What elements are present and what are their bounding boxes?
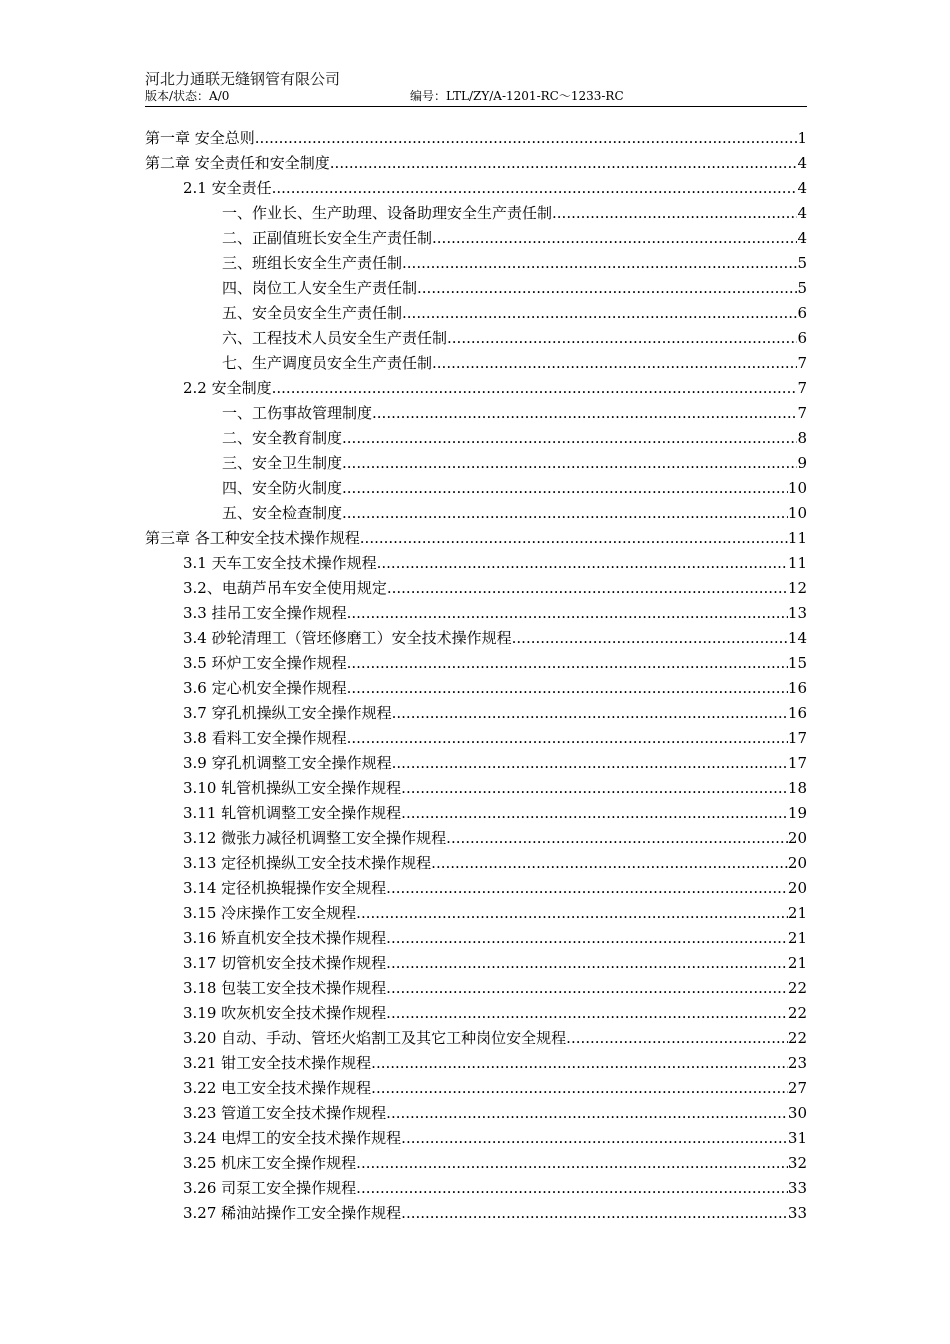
toc-dot-leader <box>347 726 788 751</box>
toc-entry-page-number: 5 <box>797 279 807 297</box>
toc-entry-title: 三、班组长安全生产责任制 <box>222 254 403 272</box>
toc-dot-leader <box>402 301 797 326</box>
toc-dot-leader <box>417 276 797 301</box>
toc-entry-page-number: 4 <box>797 154 807 172</box>
toc-dot-leader <box>447 326 797 351</box>
toc-entry[interactable] <box>145 826 807 851</box>
toc-entry-page-number: 7 <box>797 404 807 422</box>
toc-entry[interactable] <box>145 1076 807 1101</box>
toc-dot-leader <box>347 601 788 626</box>
toc-entry-page-number: 6 <box>797 329 807 347</box>
toc-entry-title: 七、生产调度员安全生产责任制 <box>222 354 433 372</box>
toc-dot-leader <box>386 926 788 951</box>
toc-entry[interactable] <box>145 176 807 201</box>
toc-entry[interactable] <box>145 626 807 651</box>
toc-entry-title: 四、岗位工人安全生产责任制 <box>222 279 418 297</box>
document-code: 编号：LTL/ZY/A-1201-RC～1233-RC <box>410 89 624 103</box>
toc-entry[interactable] <box>145 926 807 951</box>
toc-dot-leader <box>347 651 788 676</box>
toc-entry-page-number: 33 <box>787 1204 807 1222</box>
toc-entry-page-number: 7 <box>797 354 807 372</box>
toc-entry[interactable] <box>145 551 807 576</box>
toc-entry-title: 3.7 穿孔机操纵工安全操作规程 <box>183 704 392 722</box>
toc-entry-page-number: 22 <box>787 1004 807 1022</box>
toc-entry-page-number: 27 <box>787 1079 807 1097</box>
header-meta-row <box>145 88 807 105</box>
toc-entry[interactable] <box>145 201 807 226</box>
toc-entry-title: 3.27 稀油站操作工安全操作规程 <box>183 1204 402 1222</box>
toc-entry-page-number: 16 <box>787 704 807 722</box>
toc-entry[interactable] <box>145 1201 807 1226</box>
toc-entry-page-number: 32 <box>787 1154 807 1172</box>
toc-dot-leader <box>372 401 797 426</box>
toc-entry[interactable] <box>145 976 807 1001</box>
toc-entry-title: 三、安全卫生制度 <box>222 454 343 472</box>
toc-entry-title: 3.6 定心机安全操作规程 <box>183 679 347 697</box>
toc-entry-title: 二、安全教育制度 <box>222 429 343 447</box>
toc-dot-leader <box>342 476 788 501</box>
toc-dot-leader <box>401 1201 788 1226</box>
toc-entry-page-number: 17 <box>787 754 807 772</box>
toc-entry-page-number: 14 <box>787 629 807 647</box>
toc-dot-leader <box>402 251 797 276</box>
toc-entry[interactable] <box>145 476 807 501</box>
toc-dot-leader <box>552 201 797 226</box>
toc-dot-leader <box>356 1151 788 1176</box>
toc-entry-title: 二、正副值班长安全生产责任制 <box>222 229 433 247</box>
toc-entry-page-number: 31 <box>787 1129 807 1147</box>
toc-entry[interactable] <box>145 726 807 751</box>
toc-dot-leader <box>255 126 798 151</box>
toc-dot-leader <box>392 701 788 726</box>
toc-entry[interactable] <box>145 1101 807 1126</box>
toc-entry-title: 五、安全员安全生产责任制 <box>222 304 403 322</box>
toc-dot-leader <box>347 676 788 701</box>
toc-entry-page-number: 11 <box>787 529 807 547</box>
toc-entry-page-number: 21 <box>787 954 807 972</box>
toc-entry-page-number: 6 <box>797 304 807 322</box>
toc-dot-leader <box>330 151 798 176</box>
toc-entry-title: 第二章 安全责任和安全制度 <box>145 154 330 172</box>
toc-entry-page-number: 21 <box>787 929 807 947</box>
toc-entry-page-number: 4 <box>797 229 807 247</box>
toc-entry[interactable] <box>145 276 807 301</box>
header-divider <box>145 106 807 107</box>
toc-entry-title: 四、安全防火制度 <box>222 479 343 497</box>
toc-entry[interactable] <box>145 301 807 326</box>
toc-entry[interactable] <box>145 151 807 176</box>
toc-entry-page-number: 20 <box>787 854 807 872</box>
company-name: 河北力通联无缝钢管有限公司 <box>145 70 341 88</box>
toc-entry[interactable] <box>145 1051 807 1076</box>
toc-dot-leader <box>360 526 788 551</box>
toc-entry-title: 3.14 定径机换辊操作安全规程 <box>183 879 387 897</box>
toc-entry-page-number: 18 <box>787 779 807 797</box>
toc-entry[interactable] <box>145 451 807 476</box>
toc-entry[interactable] <box>145 876 807 901</box>
toc-entry-title: 五、安全检查制度 <box>222 504 343 522</box>
toc-entry[interactable] <box>145 1126 807 1151</box>
toc-entry-page-number: 4 <box>797 204 807 222</box>
toc-entry[interactable] <box>145 701 807 726</box>
toc-entry-page-number: 19 <box>787 804 807 822</box>
toc-entry[interactable] <box>145 226 807 251</box>
toc-entry-page-number: 15 <box>787 654 807 672</box>
toc-entry-title: 第三章 各工种安全技术操作规程 <box>145 529 360 547</box>
toc-dot-leader <box>432 351 797 376</box>
toc-entry-title: 3.24 电焊工的安全技术操作规程 <box>183 1129 402 1147</box>
toc-entry[interactable] <box>145 801 807 826</box>
toc-entry-page-number: 1 <box>797 129 807 147</box>
toc-entry-page-number: 20 <box>787 829 807 847</box>
toc-entry[interactable] <box>145 1001 807 1026</box>
toc-entry[interactable] <box>145 651 807 676</box>
toc-entry-title: 3.11 轧管机调整工安全操作规程 <box>183 804 402 822</box>
toc-entry[interactable] <box>145 326 807 351</box>
toc-entry-title: 3.17 切管机安全技术操作规程 <box>183 954 387 972</box>
toc-entry-title: 3.22 电工安全技术操作规程 <box>183 1079 372 1097</box>
toc-entry-title: 3.21 钳工安全技术操作规程 <box>183 1054 372 1072</box>
version-status: 版本/状态：A/0 <box>145 89 230 103</box>
toc-entry-title: 3.1 天车工安全技术操作规程 <box>183 554 377 572</box>
toc-entry[interactable] <box>145 951 807 976</box>
toc-entry-title: 3.3 挂吊工安全操作规程 <box>183 604 347 622</box>
toc-entry-title: 3.23 管道工安全技术操作规程 <box>183 1104 387 1122</box>
toc-entry-title: 一、工伤事故管理制度 <box>222 404 373 422</box>
toc-entry-title: 六、工程技术人员安全生产责任制 <box>222 329 448 347</box>
toc-dot-leader <box>401 776 788 801</box>
toc-entry-page-number: 7 <box>797 379 807 397</box>
toc-entry-title: 3.8 看料工安全操作规程 <box>183 729 347 747</box>
toc-entry[interactable] <box>145 251 807 276</box>
toc-entry[interactable] <box>145 126 807 151</box>
toc-dot-leader <box>387 576 788 601</box>
table-of-contents <box>145 126 807 1226</box>
toc-entry-page-number: 4 <box>797 179 807 197</box>
toc-entry[interactable] <box>145 851 807 876</box>
toc-dot-leader <box>512 626 788 651</box>
toc-entry-title: 3.10 轧管机操纵工安全操作规程 <box>183 779 402 797</box>
toc-entry-title: 3.9 穿孔机调整工安全操作规程 <box>183 754 392 772</box>
toc-entry-title: 3.4 砂轮清理工（管坯修磨工）安全技术操作规程 <box>183 629 512 647</box>
toc-dot-leader <box>386 951 788 976</box>
toc-entry[interactable] <box>145 376 807 401</box>
toc-dot-leader <box>377 551 788 576</box>
toc-entry-title: 3.2、电葫芦吊车安全使用规定 <box>183 579 387 597</box>
toc-dot-leader <box>371 1051 788 1076</box>
toc-entry-page-number: 23 <box>787 1054 807 1072</box>
toc-dot-leader <box>401 1126 788 1151</box>
toc-entry-page-number: 16 <box>787 679 807 697</box>
toc-dot-leader <box>386 1101 788 1126</box>
toc-dot-leader <box>392 751 788 776</box>
toc-entry-title: 3.19 吹灰机安全技术操作规程 <box>183 1004 387 1022</box>
toc-entry-title: 3.18 包装工安全技术操作规程 <box>183 979 387 997</box>
toc-entry-page-number: 22 <box>787 1029 807 1047</box>
toc-dot-leader <box>356 1176 788 1201</box>
toc-entry-page-number: 9 <box>797 454 807 472</box>
toc-dot-leader <box>386 976 788 1001</box>
toc-dot-leader <box>386 876 788 901</box>
toc-entry-page-number: 13 <box>787 604 807 622</box>
toc-dot-leader <box>371 1076 788 1101</box>
toc-entry-page-number: 5 <box>797 254 807 272</box>
toc-entry[interactable] <box>145 351 807 376</box>
toc-entry[interactable] <box>145 901 807 926</box>
toc-dot-leader <box>272 176 798 201</box>
toc-entry[interactable] <box>145 576 807 601</box>
toc-entry-page-number: 30 <box>787 1104 807 1122</box>
toc-entry[interactable] <box>145 1151 807 1176</box>
toc-entry[interactable] <box>145 526 807 551</box>
toc-entry-page-number: 11 <box>787 554 807 572</box>
toc-entry-title: 3.13 定径机操纵工安全技术操作规程 <box>183 854 432 872</box>
toc-dot-leader <box>446 826 788 851</box>
toc-entry[interactable] <box>145 501 807 526</box>
page-header <box>145 70 807 105</box>
toc-entry-title: 3.16 矫直机安全技术操作规程 <box>183 929 387 947</box>
toc-entry-page-number: 8 <box>797 429 807 447</box>
toc-dot-leader <box>342 426 797 451</box>
toc-dot-leader <box>342 501 788 526</box>
toc-entry[interactable] <box>145 1176 807 1201</box>
toc-entry-title: 3.26 司泵工安全操作规程 <box>183 1179 357 1197</box>
toc-entry-title: 3.15 冷床操作工安全规程 <box>183 904 357 922</box>
toc-entry-title: 一、作业长、生产助理、设备助理安全生产责任制 <box>222 204 553 222</box>
toc-entry-page-number: 33 <box>787 1179 807 1197</box>
toc-entry-title: 3.5 环炉工安全操作规程 <box>183 654 347 672</box>
toc-entry-page-number: 20 <box>787 879 807 897</box>
toc-entry[interactable] <box>145 1026 807 1051</box>
toc-entry-page-number: 17 <box>787 729 807 747</box>
toc-entry-title: 第一章 安全总则 <box>145 129 255 147</box>
toc-entry-title: 3.20 自动、手动、管坯火焰割工及其它工种岗位安全规程 <box>183 1029 567 1047</box>
toc-entry-page-number: 10 <box>787 504 807 522</box>
toc-dot-leader <box>401 801 788 826</box>
toc-dot-leader <box>432 226 797 251</box>
toc-entry-page-number: 21 <box>787 904 807 922</box>
toc-dot-leader <box>386 1001 788 1026</box>
toc-dot-leader <box>272 376 798 401</box>
toc-entry[interactable] <box>145 776 807 801</box>
toc-entry-title: 2.1 安全责任 <box>183 179 272 197</box>
toc-entry[interactable] <box>145 676 807 701</box>
toc-dot-leader <box>342 451 797 476</box>
toc-dot-leader <box>431 851 788 876</box>
toc-entry[interactable] <box>145 751 807 776</box>
toc-entry[interactable] <box>145 401 807 426</box>
toc-entry[interactable] <box>145 426 807 451</box>
toc-entry-title: 3.25 机床工安全操作规程 <box>183 1154 357 1172</box>
toc-entry-page-number: 22 <box>787 979 807 997</box>
toc-dot-leader <box>566 1026 788 1051</box>
toc-entry[interactable] <box>145 601 807 626</box>
toc-dot-leader <box>356 901 788 926</box>
toc-entry-title: 2.2 安全制度 <box>183 379 272 397</box>
toc-entry-page-number: 12 <box>787 579 807 597</box>
toc-entry-title: 3.12 微张力减径机调整工安全操作规程 <box>183 829 447 847</box>
toc-entry-page-number: 10 <box>787 479 807 497</box>
